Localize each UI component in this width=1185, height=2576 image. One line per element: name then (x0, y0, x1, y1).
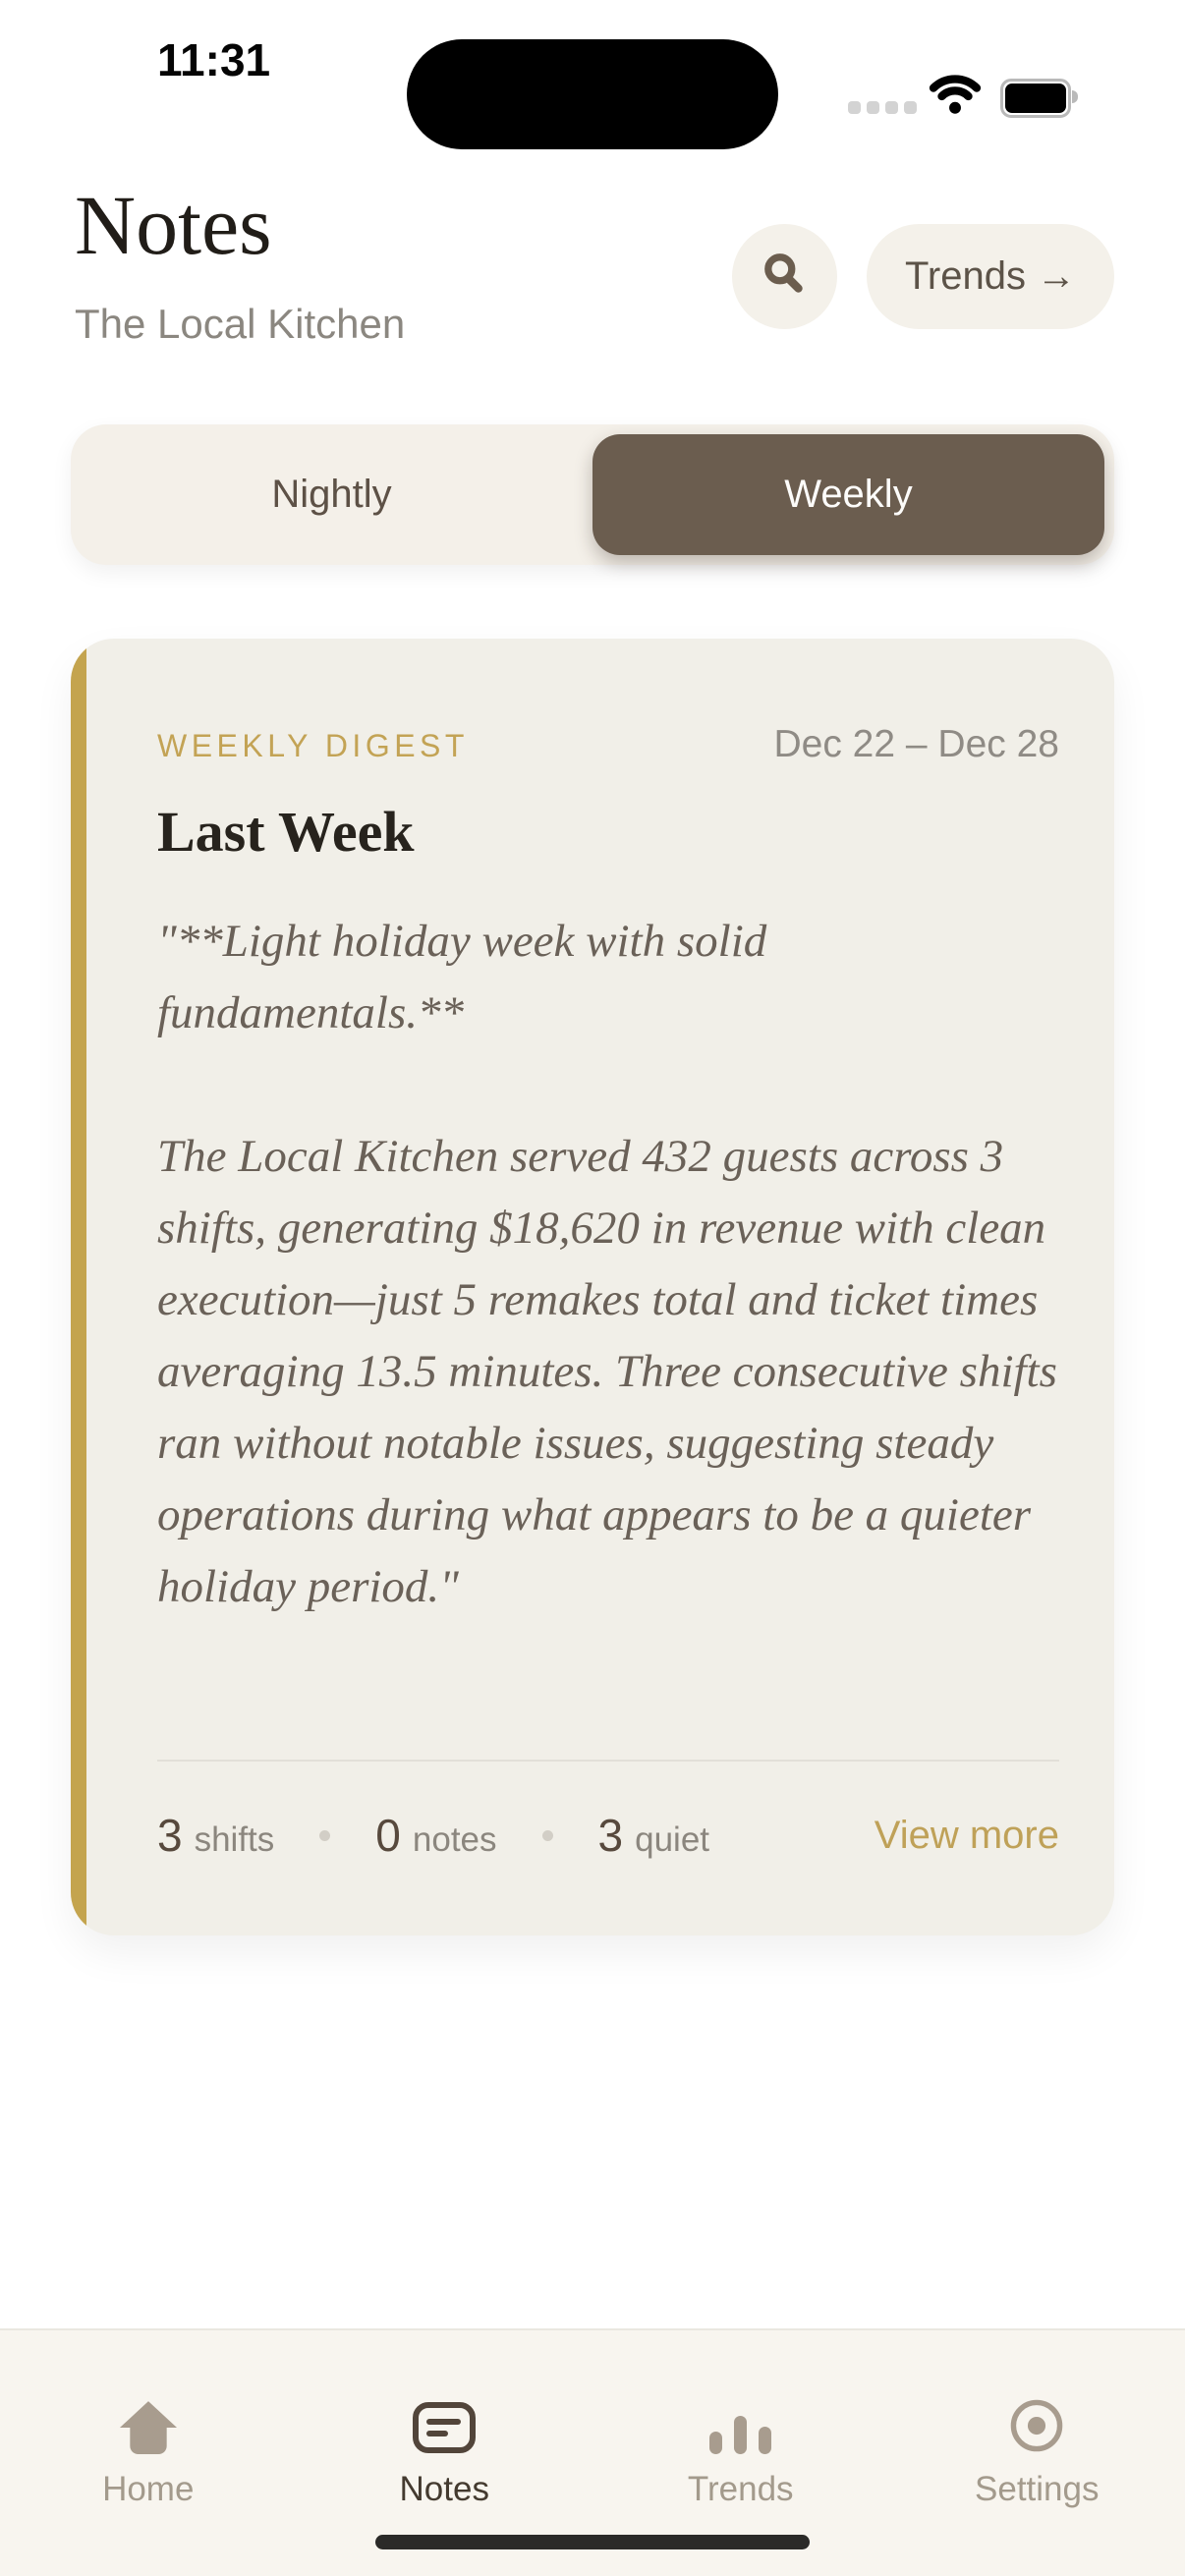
card-summary-text (157, 906, 1059, 1623)
stat-value: 3 (597, 1810, 624, 1861)
wifi-icon (928, 73, 983, 121)
card-date-range: Dec 22 – Dec 28 (773, 723, 1059, 765)
search-icon (761, 250, 810, 304)
card-divider (157, 1760, 1059, 1762)
stat-separator-dot (542, 1830, 553, 1841)
home-icon (113, 2395, 184, 2454)
tab-label: Settings (975, 2470, 1100, 2508)
tab-label: Notes (399, 2470, 489, 2508)
battery-icon (1000, 79, 1071, 118)
stat-value: 3 (157, 1810, 183, 1861)
toggle-option-weekly[interactable]: Weekly (592, 434, 1104, 555)
stat-notes (375, 1809, 496, 1862)
stat-quiet (598, 1809, 710, 1862)
tab-home[interactable] (0, 2330, 297, 2576)
stat-label: shifts (194, 1820, 275, 1859)
trends-icon (709, 2395, 772, 2454)
card-title: Last Week (157, 800, 415, 864)
summary-paragraph: The Local Kitchen served 432 guests across 3 shifts, generating $18,620 in revenue with clean execution—just 5 remakes total and ticket times averaging 13.5 minutes. Three consecutive shifts ran without notable issues, suggesting steady operations during what appears to be a quieter holiday period." (157, 1131, 1057, 1612)
page-subtitle: The Local Kitchen (75, 301, 406, 347)
stat-label: quiet (635, 1820, 710, 1859)
status-time: 11:31 (157, 34, 271, 85)
stat-value: 0 (375, 1810, 401, 1861)
weekly-digest-card[interactable] (71, 639, 1114, 1935)
view-more-link[interactable]: View more (874, 1813, 1059, 1857)
toggle-option-nightly[interactable]: Nightly (271, 473, 392, 516)
cellular-signal-icon (848, 101, 917, 114)
stat-separator-dot (319, 1830, 330, 1841)
trends-shortcut-button[interactable] (867, 224, 1114, 329)
trends-shortcut-label: Trends → (904, 254, 1077, 298)
stat-label: notes (412, 1820, 497, 1859)
stat-shifts (157, 1809, 274, 1862)
dynamic-island (407, 39, 778, 149)
summary-paragraph: "**Light holiday week with solid fundamentals.** (157, 916, 767, 1038)
search-button[interactable] (732, 224, 837, 329)
tab-label: Trends (687, 2470, 794, 2508)
notes-icon (412, 2395, 477, 2454)
card-accent-bar (71, 639, 86, 1935)
card-stats-row (157, 1804, 1059, 1867)
tab-label: Home (102, 2470, 195, 2508)
tab-settings[interactable] (889, 2330, 1185, 2576)
home-indicator[interactable] (375, 2535, 810, 2549)
settings-icon (1008, 2395, 1065, 2454)
view-toggle (71, 424, 1114, 565)
card-eyebrow: WEEKLY DIGEST (157, 728, 469, 763)
page-title: Notes (75, 178, 272, 272)
